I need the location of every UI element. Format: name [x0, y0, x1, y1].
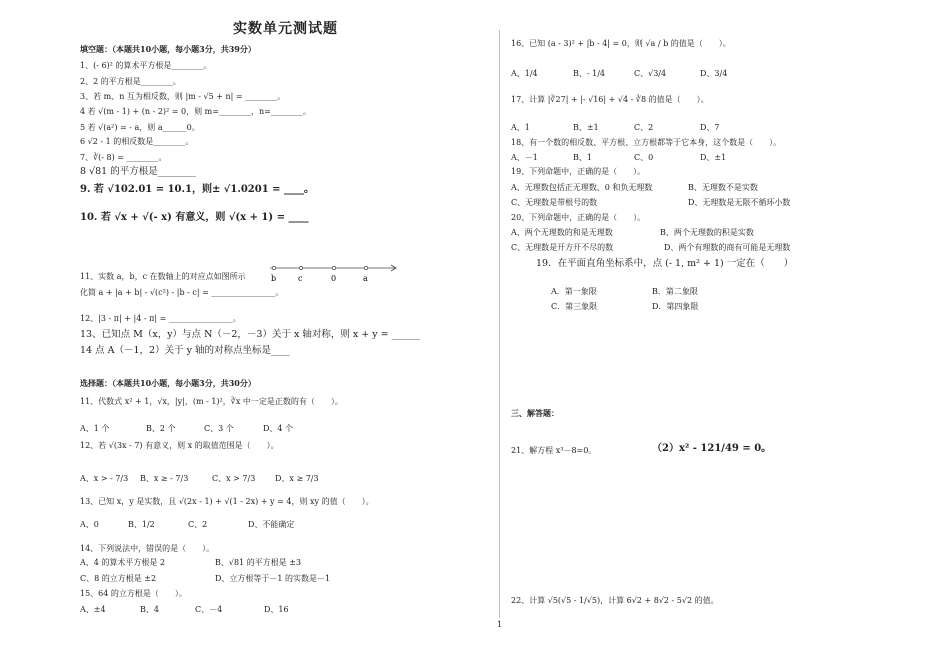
choice-14: 14、下列说法中，错误的是（ ）。	[80, 544, 215, 553]
choice-11: 11、代数式 x² + 1，√x，|y|，(m - 1)²，∛x 中一定是正数的有（ ）。	[80, 397, 343, 406]
choice-11-d: D、4 个	[263, 424, 294, 433]
choice-18: 18、有一个数的相反数、平方根、立方根都等于它本身，这个数是（ ）。	[511, 138, 782, 147]
question-1: 1、(- 6)² 的算术平方根是________。	[80, 61, 212, 70]
choice-19b-d: D．第四象限	[652, 302, 699, 311]
question-3: 3、若 m、n 互为相反数，则 |m - √5 + n| = ________。	[80, 92, 286, 101]
question-14: 14 点 A（－1，2）关于 y 轴的对称点坐标是____	[80, 345, 290, 356]
fill-section-header: 填空题：（本题共10小题，每小题3分，共39分）	[80, 44, 256, 54]
choice-19-c: C、无理数是带根号的数	[511, 198, 598, 207]
choice-19b-c: C．第三象限	[551, 302, 598, 311]
question-9: 9. 若 √102.01 = 10.1，则± √1.0201 = ____。	[80, 184, 314, 195]
choice-16-b: B、- 1/4	[573, 69, 605, 78]
choice-12-b: B、x ≥ - 7/3	[140, 474, 189, 483]
number-line	[268, 262, 400, 284]
choice-20-a: A、两个无理数的和是无理数	[511, 228, 613, 237]
point-a	[364, 266, 367, 269]
choice-12: 12、若 √(3x - 7) 有意义，则 x 的取值范围是（ ）。	[80, 441, 279, 450]
question-11-line1: 11、实数 a，b，c 在数轴上的对应点如图所示	[80, 272, 246, 281]
choice-15-a: A、±4	[80, 605, 106, 614]
choice-15-d: D、16	[264, 605, 289, 614]
choice-15-c: C、－4	[195, 605, 223, 614]
choice-14-c: C、8 的立方根是 ±2	[80, 574, 157, 583]
question-11-line2: 化简 a + |a + b| - √(c²) - |b - c| = ________________。	[80, 288, 284, 297]
point-c	[299, 266, 302, 269]
choice-20: 20、下列命题中，正确的是（ ）。	[511, 213, 646, 222]
question-4: 4 若 √(m - 1) + (n - 2)² = 0，则 m=________，n=________。	[80, 107, 311, 116]
question-12: 12、|3 - π| + |4 - π| = ________________。	[80, 314, 241, 323]
answer-22: 22、计算 √5(√5 - 1/√5)，计算 6√2 + 8√2 - 5√2 的值。	[511, 596, 719, 605]
choice-12-c: C、x > 7/3	[212, 474, 256, 483]
choice-16-a: A、1/4	[511, 69, 538, 78]
choice-17-b: B、±1	[573, 123, 599, 132]
choice-17-c: C、2	[634, 123, 654, 132]
question-13: 13、已知点 M（x，y）与点 N（－2，－3）关于 x 轴对称，则 x + y = ______	[80, 329, 421, 340]
question-6: 6 √2 - 1 的相反数是________。	[80, 137, 194, 146]
page-number: 1	[497, 620, 503, 629]
answer-21: 21、解方程 x³－8=0。	[511, 446, 597, 455]
choice-15: 15、64 的立方根是（ ）。	[80, 589, 187, 598]
choice-18-c: C、0	[634, 153, 654, 162]
choice-17-a: A、1	[511, 123, 530, 132]
choice-16-c: C、√3/4	[634, 69, 667, 78]
question-8: 8 √81 的平方根是________	[80, 166, 196, 177]
choice-section-header: 选择题：（本题共10小题，每小题3分，共30分）	[80, 378, 256, 388]
label-a: a	[363, 274, 368, 283]
choice-19-d: D、无理数是无限不循环小数	[688, 198, 791, 207]
choice-16-d: D、3/4	[700, 69, 728, 78]
choice-14-d: D、立方根等于－1 的实数是－1	[215, 574, 331, 583]
choice-15-b: B、4	[140, 605, 159, 614]
choice-19-a: A、无理数包括正无理数、0 和负无理数	[511, 183, 653, 192]
choice-18-a: A、－1	[511, 153, 538, 162]
choice-13-b: B、1/2	[128, 520, 155, 529]
choice-11-c: C、3 个	[204, 424, 234, 433]
choice-13-d: D、不能确定	[248, 520, 295, 529]
choice-20-d: D、两个有理数的商有可能是无理数	[664, 243, 791, 252]
question-5: 5 若 √(a²) = - a，则 a______0。	[80, 123, 200, 132]
question-7: 7、∛(- 8) = ________。	[80, 153, 167, 162]
choice-19b-b: B．第二象限	[652, 287, 698, 296]
choice-14-b: B、√81 的平方根是 ±3	[215, 558, 302, 567]
choice-20-c: C、无理数是开方开不尽的数	[511, 243, 614, 252]
choice-19b: 19．在平面直角坐标系中，点 (- 1, m² + 1) 一定在（ ）	[536, 258, 794, 269]
label-0: 0	[331, 274, 337, 283]
choice-20-b: B、两个无理数的积是实数	[660, 228, 754, 237]
choice-17: 17、计算 |∛27| + |- √16| + √4 - ∛8 的值是（ ）。	[511, 95, 709, 104]
choice-13: 13、已知 x，y 是实数，且 √(2x - 1) + √(1 - 2x) + y = 4，则 xy 的值（ ）。	[80, 497, 374, 506]
choice-18-b: B、1	[573, 153, 592, 162]
answer-section-header: 三、解答题：	[511, 408, 559, 418]
question-2: 2、2 的平方根是________。	[80, 77, 181, 86]
choice-19-b: B、无理数不是实数	[688, 183, 758, 192]
label-c: c	[298, 274, 303, 283]
choice-19b-a: A．第一象限	[551, 287, 597, 296]
answer-21-part2: （2）x² - 121/49 = 0。	[652, 443, 772, 454]
column-divider	[499, 30, 500, 618]
choice-12-d: D、x ≥ 7/3	[275, 474, 319, 483]
question-10: 10. 若 √x + √(- x) 有意义，则 √(x + 1) = ____	[80, 212, 309, 223]
choice-12-a: A、x > - 7/3	[80, 474, 129, 483]
point-b	[272, 266, 275, 269]
choice-17-d: D、7	[700, 123, 720, 132]
choice-19: 19、下列命题中，正确的是（ ）。	[511, 167, 646, 176]
choice-11-b: B、2 个	[146, 424, 176, 433]
choice-18-d: D、±1	[700, 153, 727, 162]
point-zero	[332, 266, 335, 269]
page-title: 实数单元测试题	[233, 21, 338, 37]
choice-11-a: A、1 个	[80, 424, 110, 433]
choice-14-a: A、4 的算术平方根是 2	[80, 558, 166, 567]
choice-13-c: C、2	[188, 520, 208, 529]
choice-13-a: A、0	[80, 520, 99, 529]
choice-16: 16、已知 (a - 3)² + |b - 4| = 0，则 √a / b 的值是（ ）。	[511, 39, 731, 48]
label-b: b	[271, 274, 277, 283]
